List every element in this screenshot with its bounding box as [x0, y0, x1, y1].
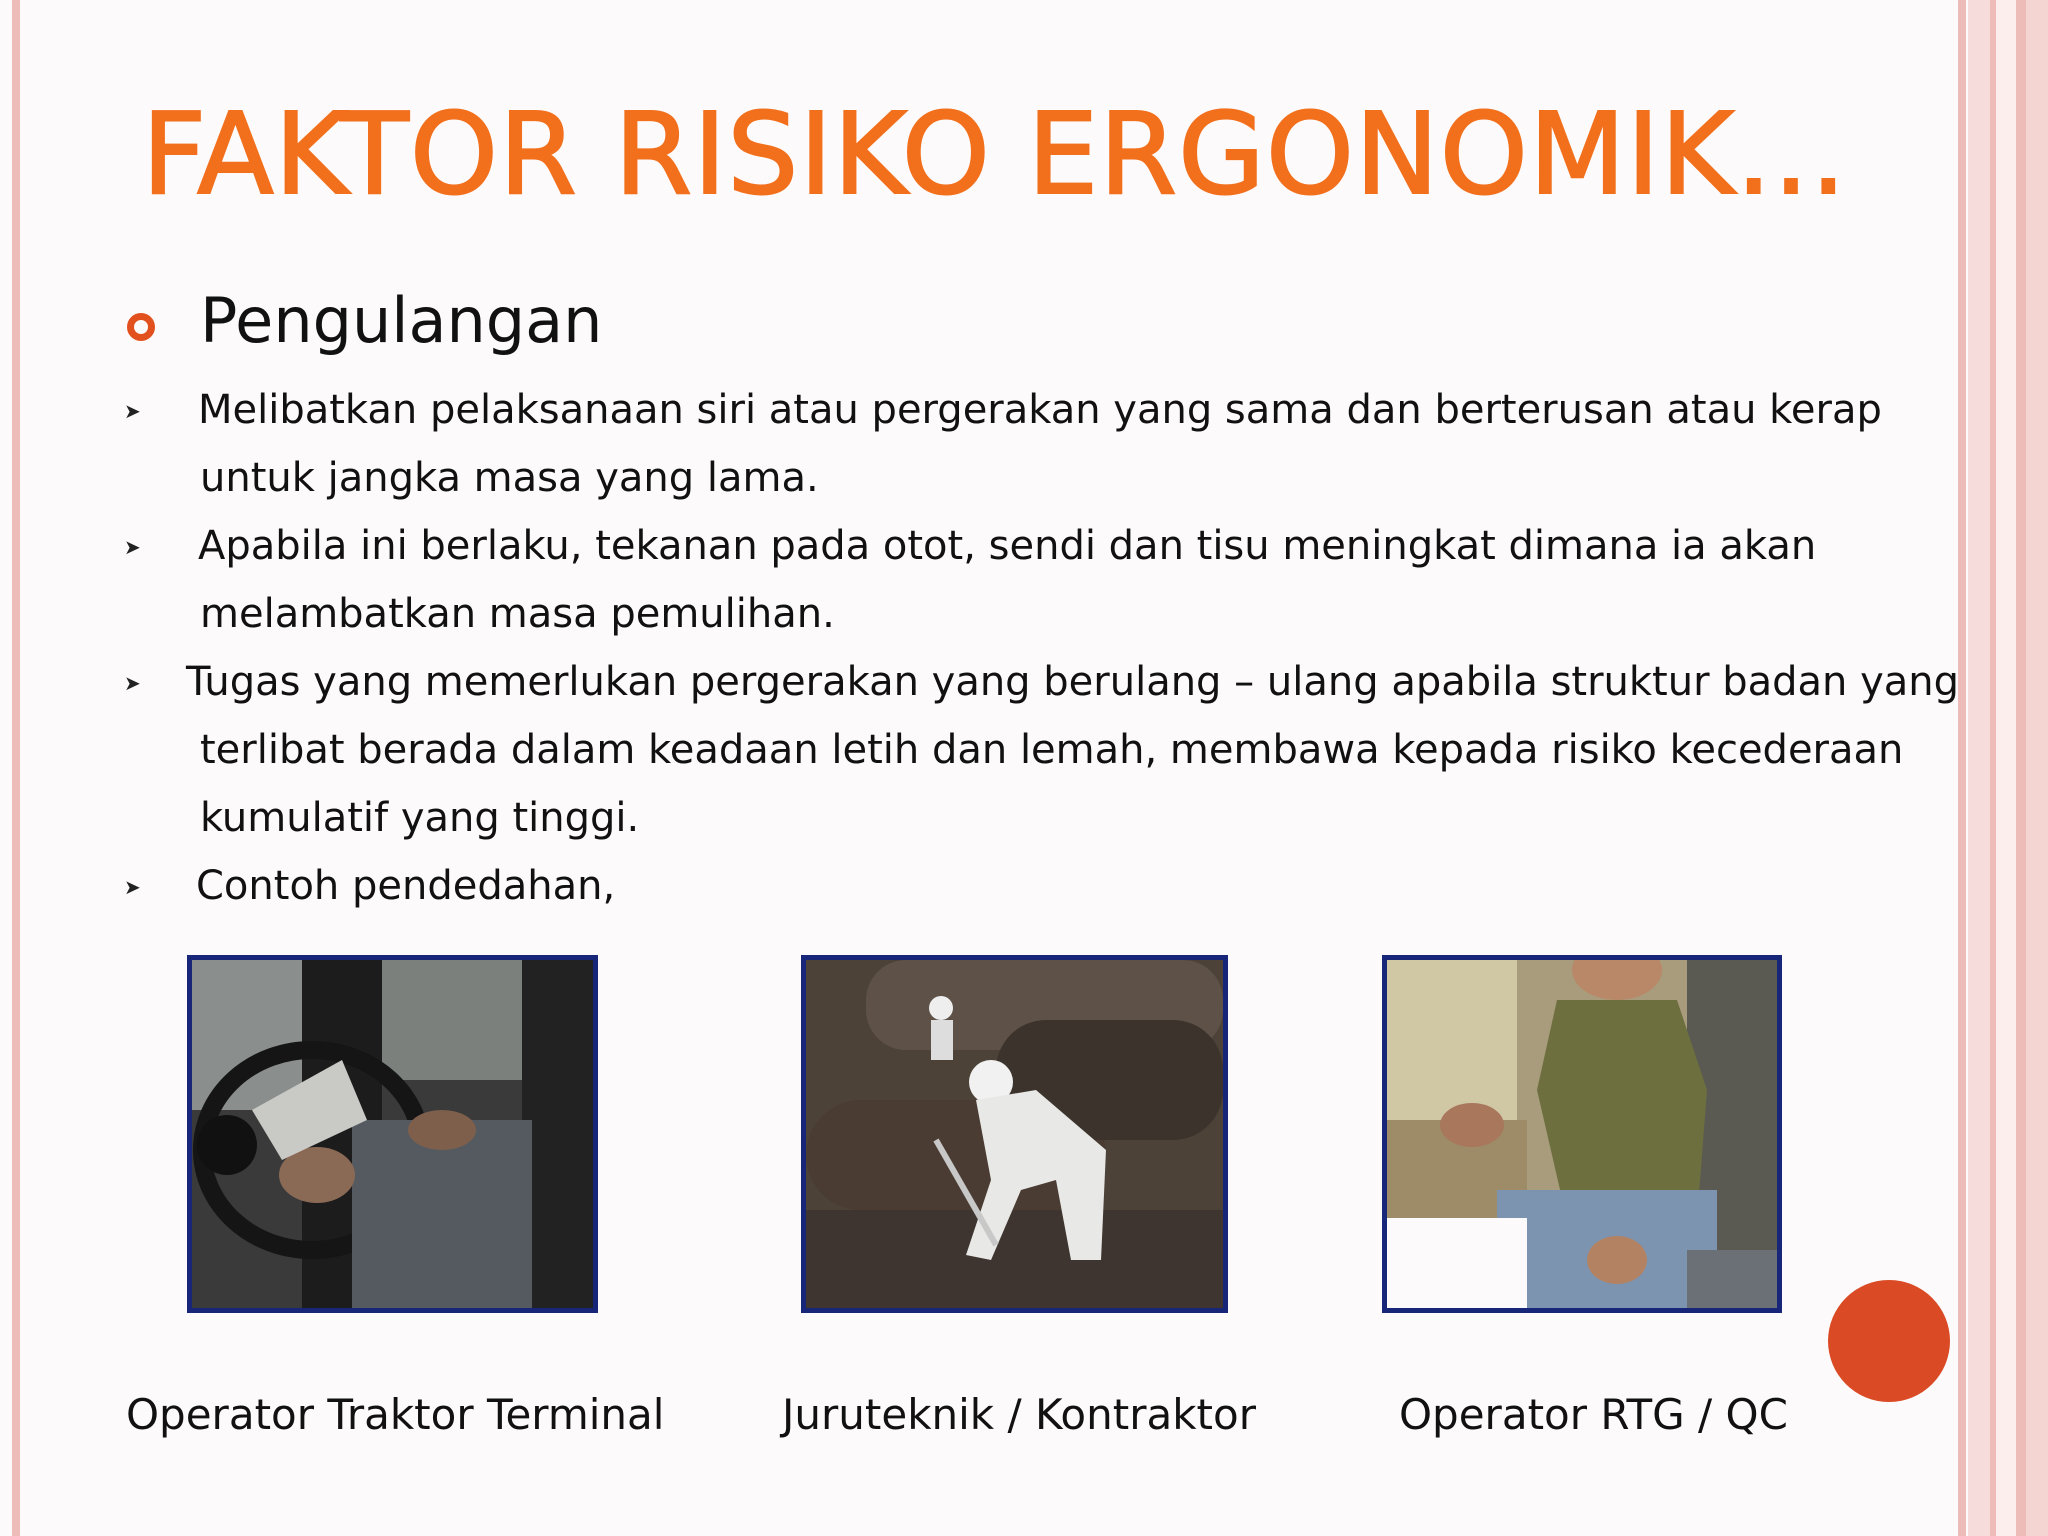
right-stripe: [1958, 0, 1966, 1536]
bullet-line: Melibatkan pelaksanaan siri atau pergerakan yang sama dan berterusan atau kerap: [198, 387, 1882, 433]
bullet-line: untuk jangka masa yang lama.: [200, 455, 819, 501]
arrow-bullet-icon: ➤: [124, 875, 141, 899]
right-stripe: [1968, 0, 1990, 1536]
bullet-line: Apabila ini berlaku, tekanan pada otot, sendi dan tisu meningkat dimana ia akan: [198, 523, 1817, 569]
bullet-line: Contoh pendedahan,: [196, 863, 616, 909]
bullet-line: kumulatif yang tinggi.: [200, 795, 640, 841]
tractor-operator-photo: [187, 955, 598, 1313]
circle-bullet-icon: [127, 313, 155, 341]
arrow-bullet-icon: ➤: [124, 535, 141, 559]
right-stripe: [1996, 0, 2016, 1536]
right-stripe: [2016, 0, 2026, 1536]
photo-caption: Operator RTG / QC: [1399, 1390, 1788, 1439]
rtg-operator-photo: [1382, 955, 1782, 1313]
photo-caption: Operator Traktor Terminal: [126, 1390, 665, 1439]
bullet-line: terlibat berada dalam keadaan letih dan lemah, membawa kepada risiko kecederaan: [200, 727, 1904, 773]
left-border-rule: [12, 0, 20, 1536]
right-stripe: [2026, 0, 2048, 1536]
image-notch: [1382, 1218, 1527, 1313]
section-heading: Pengulangan: [200, 284, 603, 357]
bullet-line: melambatkan masa pemulihan.: [200, 591, 835, 637]
bullet-line: Tugas yang memerlukan pergerakan yang berulang – ulang apabila struktur badan yang: [186, 659, 1960, 705]
decorative-circle: [1828, 1280, 1950, 1402]
technician-image: [806, 960, 1223, 1308]
tractor-operator-image: [192, 960, 593, 1308]
technician-photo: [801, 955, 1228, 1313]
photo-caption: Juruteknik / Kontraktor: [782, 1390, 1256, 1439]
arrow-bullet-icon: ➤: [124, 671, 141, 695]
arrow-bullet-icon: ➤: [124, 399, 141, 423]
slide-title: FAKTOR RISIKO ERGONOMIK…: [141, 90, 1849, 220]
